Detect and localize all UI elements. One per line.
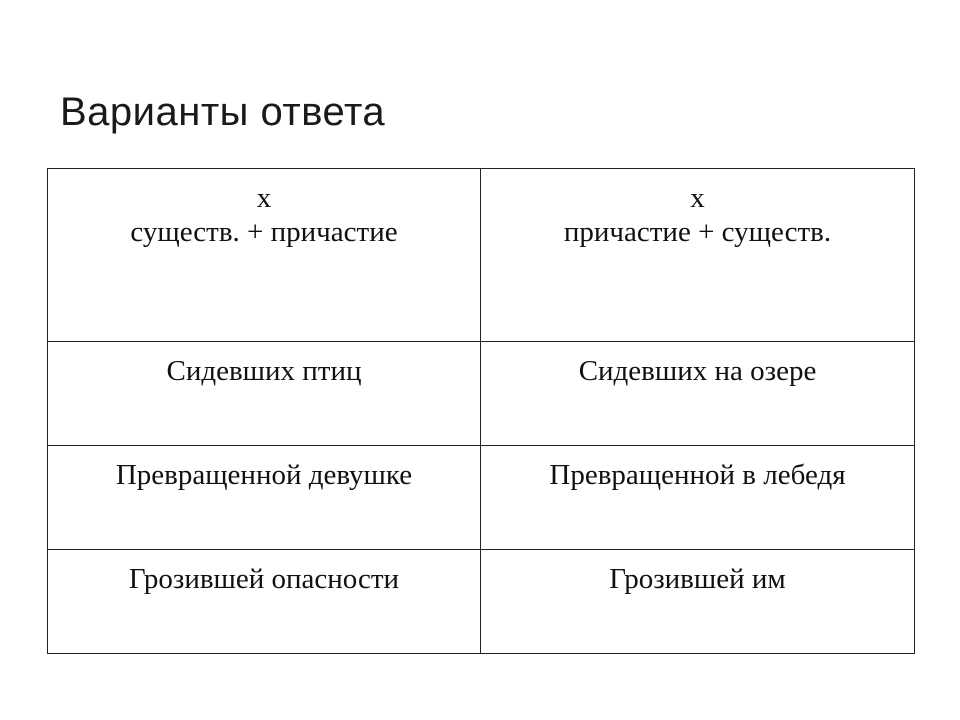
answer-table (47, 168, 915, 654)
header-cell-participle-noun (481, 169, 915, 342)
header-mark: х (256, 182, 272, 214)
table-header-row (48, 169, 915, 342)
header-label: существ. + причастие (130, 216, 398, 249)
header-mark: х (690, 182, 705, 214)
slide-title: Варианты ответа (60, 90, 386, 134)
table-cell: Сидевших на озере (481, 342, 915, 446)
table-row (48, 446, 915, 550)
header-label: причастие + существ. (563, 216, 832, 249)
table-cell: Превращенной девушке (48, 446, 481, 550)
table-cell: Превращенной в лебедя (481, 446, 915, 550)
table-row (48, 342, 915, 446)
table-row (48, 550, 915, 654)
table-cell: Сидевших птиц (48, 342, 481, 446)
table-cell: Грозившей им (481, 550, 915, 654)
table-cell: Грозившей опасности (48, 550, 481, 654)
header-cell-noun-participle (48, 169, 481, 342)
